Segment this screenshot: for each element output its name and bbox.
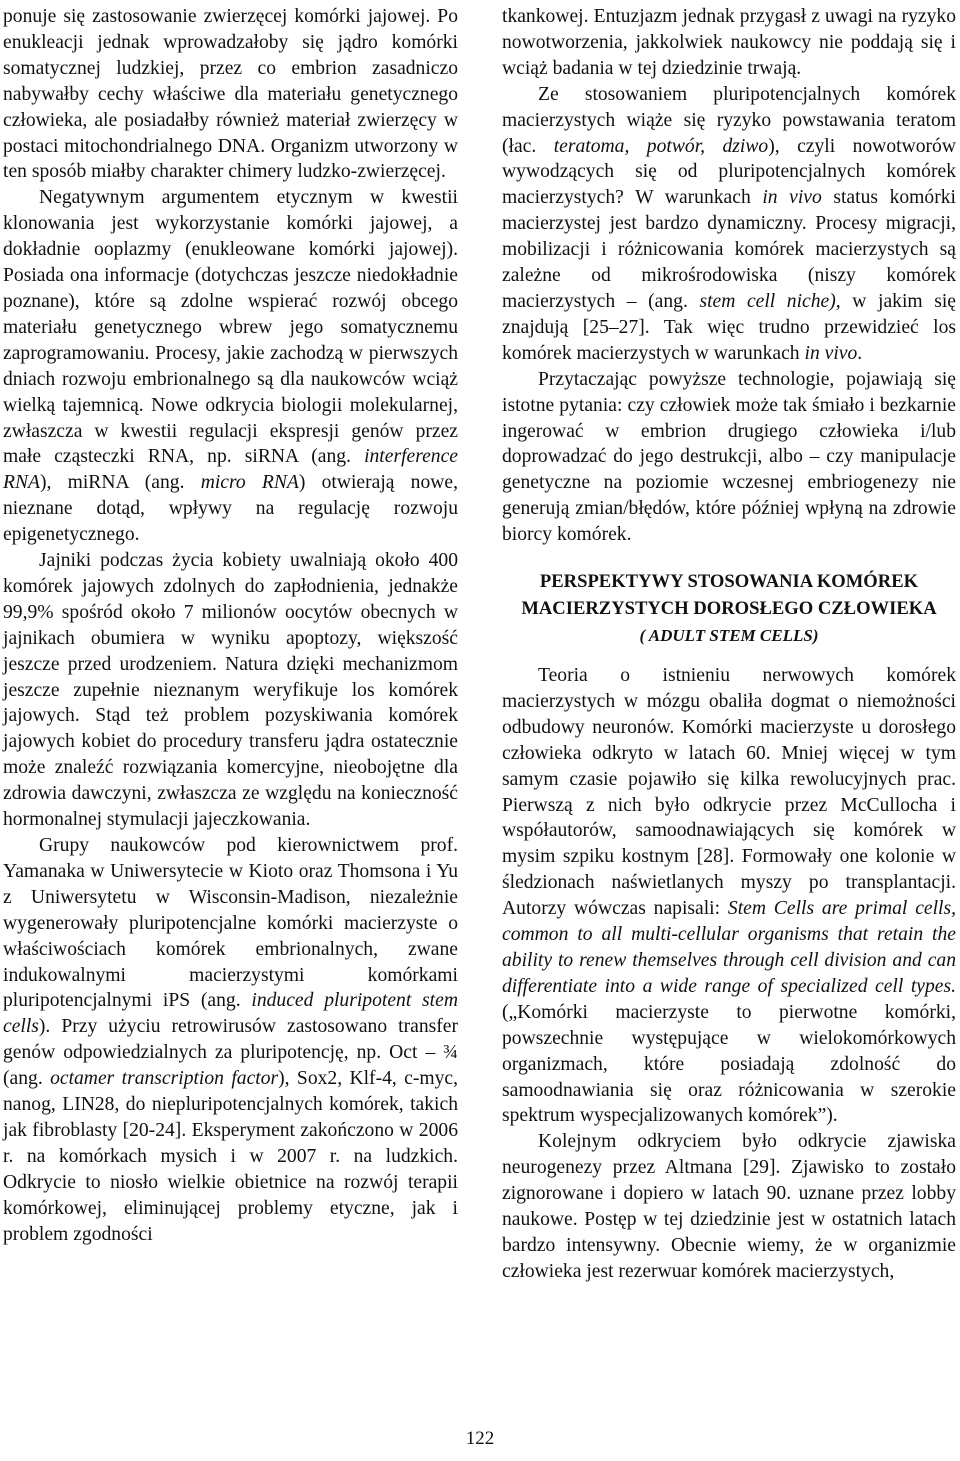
paragraph: Ze stosowaniem pluripotencjalnych komórek macierzystych wiąże się ryzyko powstawania teratom (łac. teratoma, potwór, dziwo), czyli nowotworów wywodzących się od pluripotencjalnych komórek macierzystych? W warunkach in vivo status komórki macierzystej jest bardzo dynamiczny. Procesy migracji, mobilizacji i różnicowania komórek macierzystych są zależne od mikrośrodowiska (niszy komórek macierzystych – (ang. stem cell niche), w jakim się znajdują [25–27]. Tak więc trudno przewidzieć los komórek macierzystych w warunkach in vivo. <box>502 83 956 364</box>
section-heading <box>502 568 956 649</box>
heading-line: PERSPEKTYWY STOSOWANIA KOMÓREK <box>539 571 919 593</box>
heading-subtitle: ( ADULT STEM CELLS) <box>639 626 819 646</box>
paragraph: Kolejnym odkryciem było odkrycie zjawiska neurogenezy przez Altmana [29]. Zjawisko to zostało zignorowane i dopiero w latach 90. uznane przez lobby naukowe. Postęp w tej dziedzinie jest w ostatnich latach bardzo intensywny. Obecnie wiemy, że w organizmie człowieka jest rezerwuar komórek macierzystych, <box>502 1131 956 1282</box>
paragraph: Teoria o istnieniu nerwowych komórek macierzystych w mózgu obaliła dogmat o niemożności odbudowy neuronów. Komórki macierzyste u dorosłego człowieka odkryto w latach 60. Mniej więcej w tym samym czasie pojawiło się kilka rewolucyjnych prac. Pierwszą z nich było odkrycie przez McCullocha i współautorów, samoodnawiających się komórek w mysim szpiku kostnym [28]. Formowały one kolonie w śledzionach naświetlanych myszy po transplantacji. Autorzy wówczas napisali: Stem Cells are primal cells, common to all multi-cellular organisms that retain the ability to renew themselves through cell division and can differentiate into a wide range of specialized cell types. („Komórki macierzyste to pierwotne komórki, powszechnie występujące w wielokomórkowych organizmach, które posiadają zdolność do samoodnawiania się oraz różnicowania w szerokie spektrum wyspecjalizowanych komórek”). <box>502 665 956 1127</box>
left-column <box>3 4 458 1248</box>
page-number: 122 <box>465 1428 495 1449</box>
paragraph: Negatywnym argumentem etycznym w kwestii klonowania jest wykorzystanie komórki jajowej, a dokładnie ooplazmy (enukleowane komórki jajowej). Posiada ona informacje (dotychczas jeszcze niedokładnie poznane), które są zdolne wspierać rozwój obcego materiału genetycznego wbrew jego somatycznemu zaprogramowaniu. Procesy, jakie zachodzą w pierwszych dniach rozwoju embrionalnego są dla naukowców wciąż wielką tajemnicą. Nowe odkrycia biologii molekularnej, zwłaszcza w kwestii regulacji ekspresji genów przez małe cząsteczki RNA, np. siRNA (ang. interference RNA), miRNA (ang. micro RNA) otwierają nowe, nieznane dotąd, wpływy na regulację rozwoju epigenetycznego. <box>3 187 459 546</box>
paragraph: Grupy naukowców pod kierownictwem prof. Yamanaka w Uniwersytecie w Kioto oraz Thomsona i Yu z Uniwersytetu w Wisconsin-Madison, niezależnie wygenerowały pluripotencjalne komórki macierzyste o właściwościach komórek embrionalnych, zwane indukowalnymi macierzystymi komórkami pluripotencjalnymi iPS (ang. induced pluripotent stem cells). Przy użyciu retrowirusów zastosowano transfer genów odpowiedzialnych za pluripotencję, np. Oct – ¾ (ang. octamer transcription factor), Sox2, Klf-4, c-myc, nanog, LIN28, do niepluripotencjalnych komórek, takich jak fibroblasty [20-24]. Eksperyment zakończono w 2006 r. na komórkach mysich i w 2007 r. na ludzkich. Odkrycie to niosło wielkie obietnice na rozwój terapii komórkowej, eliminującej problemy etyczne, jak i problem zgodności <box>3 835 459 1245</box>
paragraph: ponuje się zastosowanie zwierzęcej komórki jajowej. Po enukleacji jednak wprowadzałoby się jądro komórki somatycznej ludzkiej, przez co embrion zasadniczo nabywałby cechy właściwe dla materiału genetycznego człowieka, ale posiadałby również materiał zwierzęcy w postaci mitochondrialnego DNA. Organizm utworzony w ten sposób miałby charakter chimery ludzko-zwierzęcej. <box>3 6 458 183</box>
right-column <box>502 4 956 1285</box>
heading-line: MACIERZYSTYCH DOROSŁEGO CZŁOWIEKA <box>521 598 937 620</box>
paragraph: tkankowej. Entuzjazm jednak przygasł z uwagi na ryzyko nowotworzenia, jakkolwiek naukowcy nie poddają się i wciąż badania w tej dziedzinie trwają. <box>502 6 956 79</box>
paragraph: Jajniki podczas życia kobiety uwalniają około 400 komórek jajowych zdolnych do zapłodnienia, jednakże 99,9% spośród około 7 milionów oocytów obecnych w jajnikach obumiera w wyniku apoptozy, większość jeszcze przed urodzeniem. Natura dzięki mechanizmom jeszcze zupełnie nieznanym weryfikuje los komórek jajowych. Stąd też problem pozyskiwania komórek jajowych kobiet do procedury transferu jądra ostatecznie może znaleźć rozwiązania komercyjne, nieobojętne dla zdrowia dawczyni, zwłaszcza ze względu na konieczność hormonalnej stymulacji jajeczkowania. <box>3 550 458 831</box>
paragraph: Przytaczając powyższe technologie, pojawiają się istotne pytania: czy człowiek może tak śmiało i bezkarnie ingerować w embrion drugiego człowieka i/lub doprowadzać do jego destrukcji, albo – czy manipulacje genetyczne na poziomie wczesnej embriogenezy nie generują zmian/błędów, które później wpłyną na zdrowie biorcy komórek. <box>502 368 956 546</box>
